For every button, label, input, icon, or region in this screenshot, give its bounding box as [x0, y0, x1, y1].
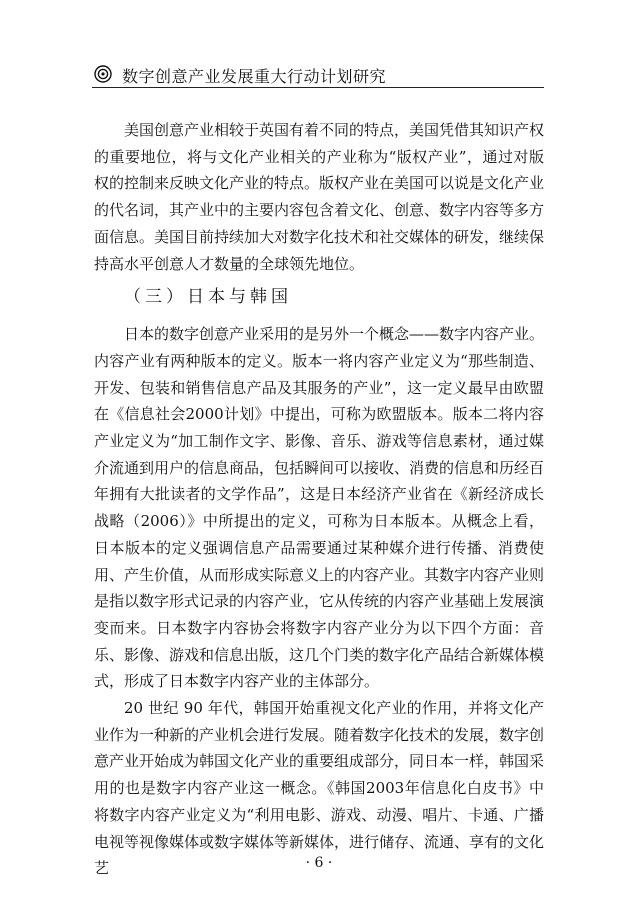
page-number: · 6 · — [305, 855, 333, 871]
running-header — [92, 63, 544, 88]
page-body — [94, 117, 544, 882]
header-title: 数字创意产业发展重大行动计划研究 — [122, 67, 387, 86]
concentric-circle-logo-icon — [94, 65, 112, 83]
paragraph-us-copyright-industry: 美国创意产业相较于英国有着不同的特点，美国凭借其知识产权的重要地位，将与文化产业相关的产业称为“版权产业”，通过对版权的控制来反映文化产业的特点。版权产业在美国可以说是文化产业的代名词，其产业中的主要内容包含着文化、创意、数字内容等多方面信息。美国目前持续加大对数字化技术和社交媒体的研发，继续保持高水平创意人才数量的全球领先地位。 — [94, 121, 545, 273]
section-heading: （三）日本与韩国 — [124, 287, 292, 308]
paragraph-korea-content-industry: 20 世纪 90 年代，韩国开始重视文化产业的作用，并将文化产业作为一种新的产业机会进行发展。随着数字化技术的发展，数字创意产业开始成为韩国文化产业的重要组成部分，同日本一样，韩国采用的也是数字内容产业这一概念。《韩国2003年信息化白皮书》中将数字内容产业定义为“利用电影、游戏、动漫、唱片、卡通、广播电视等视像媒体或数字媒体等新媒体，进行储存、流通、享有的文化艺 — [94, 699, 545, 878]
paragraph-japan-content-industry: 日本的数字创意产业采用的是另外一个概念——数字内容产业。内容产业有两种版本的定义。版本一将内容产业定义为“那些制造、开发、包装和销售信息产品及其服务的产业”，这一定义最早由欧盟在《信息社会2000计划》中提出，可称为欧盟版本。版本二将内容产业定义为“加工制作文字、影像、音乐、游戏等信息素材，通过媒介流通到用户的信息商品，包括瞬间可以接收、消费的信息和历经百年拥有大批读者的文学作品”，这是日本经济产业省在《新经济成长战略（2006）》中所提出的定义，可称为日本版本。从概念上看，日本版本的定义强调信息产品需要通过某种媒介进行传播、消费使用、产生价值，从而形成实际意义上的内容产业。其数字内容产业则是指以数字形式记录的内容产业，它从传统的内容产业基础上发展演变而来。日本数字内容协会将数字内容产业分为以下四个方面：音乐、影像、游戏和信息出版，这几个门类的数字化产品结合新媒体模式，形成了日本数字内容产业的主体部分。 — [94, 325, 545, 691]
